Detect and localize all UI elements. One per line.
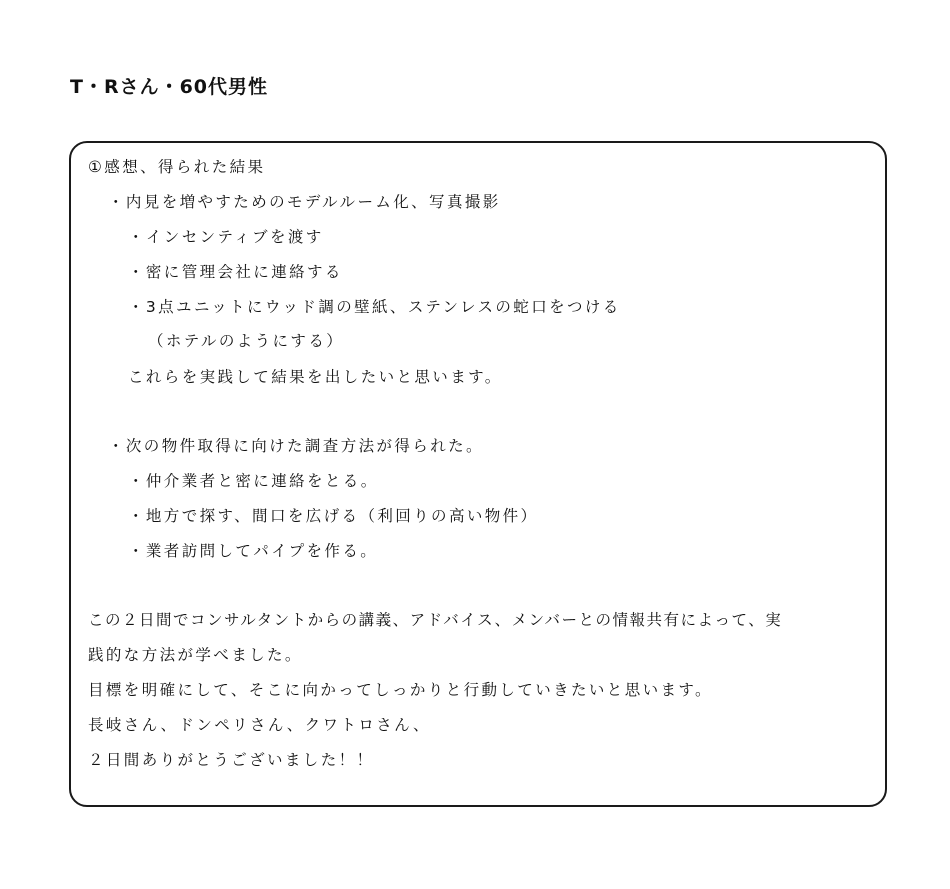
list-item: ・内見を増やすためのモデルルーム化、写真撮影 — [108, 193, 501, 211]
closing-text: ２日間ありがとうございました！！ — [88, 751, 375, 769]
list-item: ・3点ユニットにウッド調の壁紙、ステンレスの蛇口をつける — [128, 298, 621, 316]
paragraph-text: 長岐さん、ドンペリさん、クワトロさん、 — [88, 716, 431, 734]
paragraph-text: これらを実践して結果を出したいと思います。 — [128, 368, 503, 386]
list-item: ・地方で探す、間口を広げる（利回りの高い物件） — [128, 507, 539, 525]
list-item: ・密に管理会社に連絡する — [128, 263, 343, 281]
list-item: ・仲介業者と密に連絡をとる。 — [128, 472, 379, 490]
paragraph-text: この２日間でコンサルタントからの講義、アドバイス、メンバーとの情報共有によって、実 — [88, 611, 783, 629]
section-heading-impressions: ①感想、得られた結果 — [88, 158, 266, 176]
list-item: ・業者訪問してパイプを作る。 — [128, 542, 379, 560]
paragraph-text: 践的な方法が学べました。 — [88, 646, 303, 664]
page-title: T・Rさん・60代男性 — [70, 76, 269, 98]
paragraph-text: 目標を明確にして、そこに向かってしっかりと行動していきたいと思います。 — [88, 681, 713, 699]
list-item: ・次の物件取得に向けた調査方法が得られた。 — [108, 437, 484, 455]
list-item: ・インセンティブを渡す — [128, 228, 324, 246]
list-item-note: （ホテルのようにする） — [148, 332, 345, 350]
